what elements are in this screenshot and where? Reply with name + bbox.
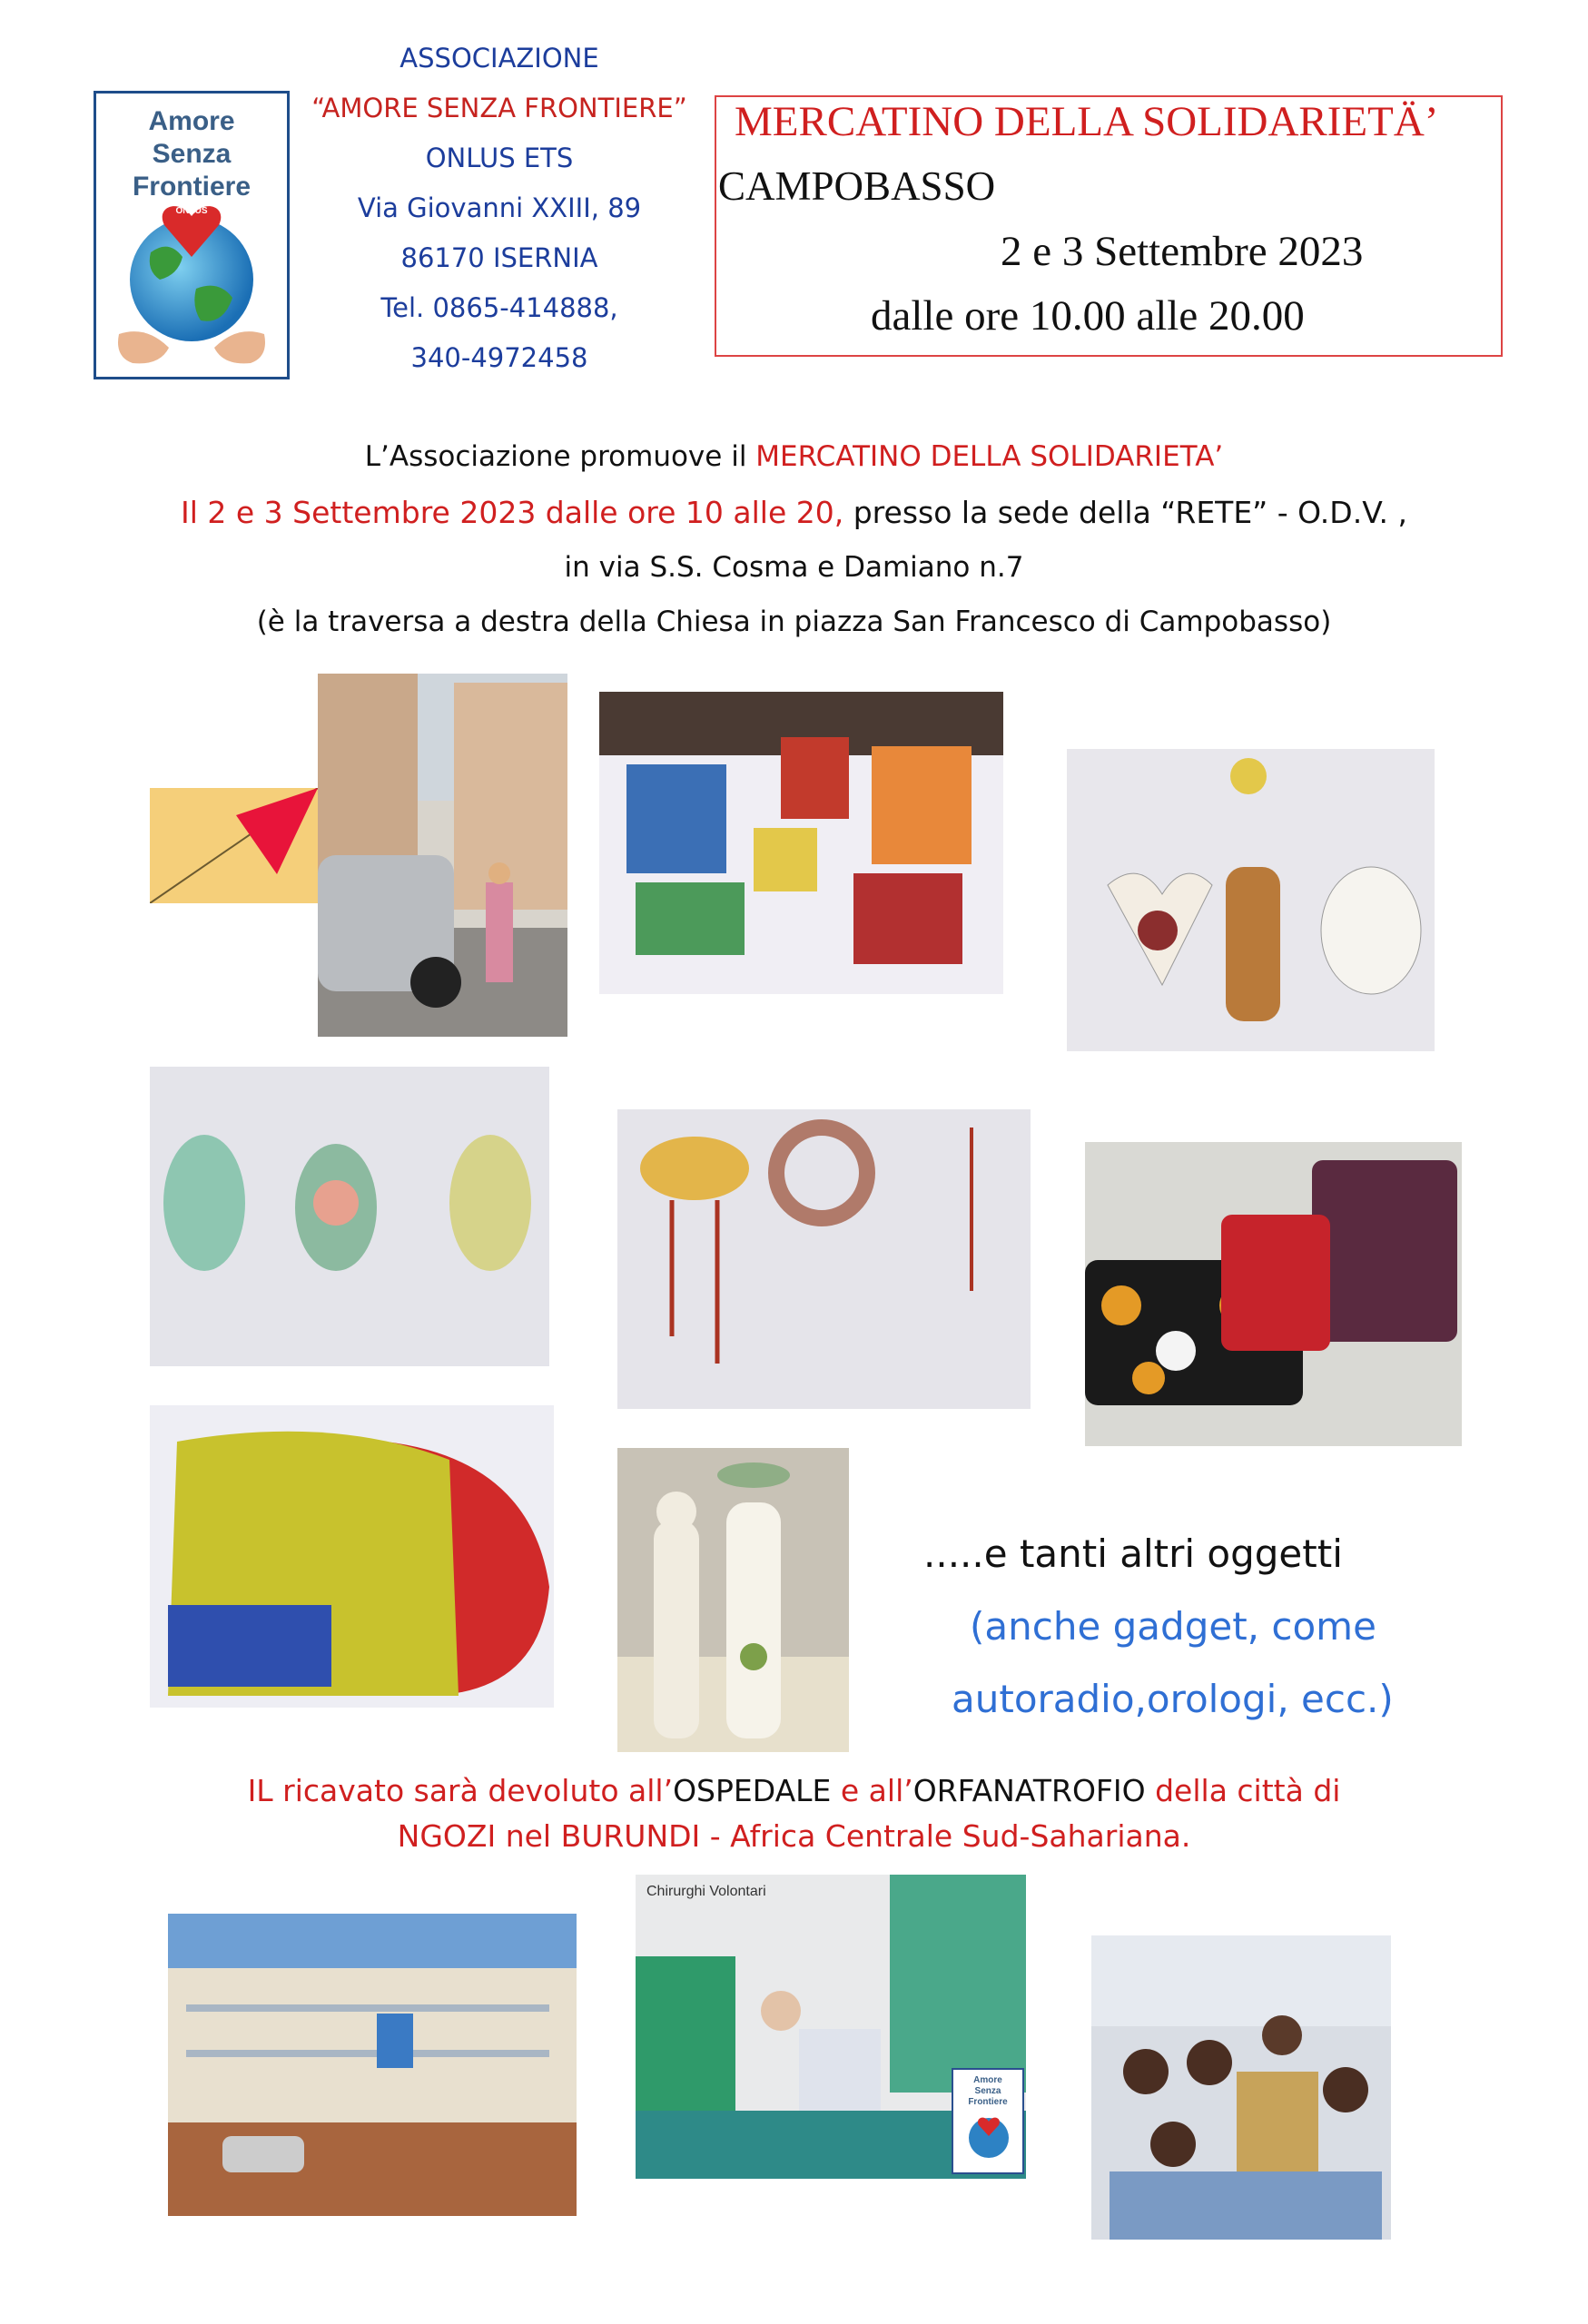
event-hours: dalle ore 10.00 alle 20.00 [871, 292, 1305, 340]
globe-hands-icon [105, 189, 278, 375]
logo-line-1: Amore [148, 106, 235, 136]
assoc-city: 86170 ISERNIA [400, 242, 598, 273]
assoc-name: “AMORE SENZA FRONTIERE” [311, 93, 687, 123]
other-items-line-3: autoradio,orologi, ecc.) [952, 1677, 1394, 1721]
mini-logo-line-3: Frontiere [968, 2097, 1008, 2107]
photo-children [1091, 1935, 1391, 2240]
assoc-phone: Tel. 0865-414888, [380, 292, 618, 323]
event-title: MERCATINO DELLA SOLIDARIETÄ’ [735, 98, 1439, 145]
mini-logo-line-2: Senza [974, 2086, 1001, 2096]
association-logo [94, 91, 290, 379]
intro-line-4: (è la traversa a destra della Chiesa in piazza San Francesco di Campobasso) [256, 606, 1332, 638]
photo-ceramics-1 [1067, 749, 1435, 1051]
assoc-status: ONLUS ETS [425, 143, 574, 173]
photo-ceramics-2 [617, 1109, 1031, 1409]
intro-line-1 [0, 440, 1588, 473]
assoc-mobile: 340-4972458 [410, 342, 588, 373]
assoc-address: Via Giovanni XXIII, 89 [357, 192, 642, 223]
proceeds-hospital: OSPEDALE [673, 1773, 832, 1808]
mini-globe-icon [964, 2111, 1026, 2179]
proceeds-line-2: NGOZI nel BURUNDI - Africa Centrale Sud-Sahariana. [397, 1818, 1191, 1854]
intro-line-1-highlight: MERCATINO DELLA SOLIDARIETA’ [755, 440, 1224, 473]
mini-logo-line-1: Amore [973, 2075, 1002, 2085]
logo-line-3: Frontiere [132, 172, 252, 202]
photo-caption: Chirurghi Volontari [646, 1884, 766, 1899]
assoc-label: ASSOCIAZIONE [399, 43, 599, 74]
photo-owls [150, 1067, 549, 1366]
proceeds-orphanage: ORFANATROFIO [912, 1773, 1146, 1808]
photo-cloth [150, 1405, 554, 1708]
photo-purses [1085, 1142, 1462, 1446]
event-dates: 2 e 3 Settembre 2023 [1001, 228, 1364, 275]
intro-dates-highlight: Il 2 e 3 Settembre 2023 dalle ore 10 alle 20, [181, 495, 844, 530]
logo-small-text: ONLUS [175, 206, 208, 216]
photo-street [318, 674, 567, 1037]
mini-logo [952, 2068, 1024, 2174]
intro-line-3: in via S.S. Cosma e Damiano n.7 [564, 551, 1024, 584]
event-city: CAMPOBASSO [718, 163, 996, 209]
logo-line-2: Senza [152, 139, 232, 169]
photo-surgeons [636, 1875, 1026, 2179]
other-items-line-2: (anche gadget, come [970, 1604, 1376, 1649]
envelope-icon [150, 788, 318, 903]
proceeds-part-3: della città di [1145, 1773, 1341, 1808]
proceeds-part-1: IL ricavato sarà devoluto all’ [247, 1773, 674, 1808]
photo-hospital [168, 1914, 577, 2216]
intro-venue: presso la sede della “RETE” - O.D.V. , [843, 495, 1407, 530]
intro-line-1-prefix: L’Associazione promuove il [364, 440, 756, 473]
intro-line-2 [0, 495, 1588, 530]
photo-figurines [617, 1448, 849, 1752]
proceeds-line-1 [0, 1773, 1588, 1808]
event-title-box [715, 95, 1503, 357]
other-items-line-1: .....e tanti altri oggetti [923, 1531, 1343, 1576]
photo-bags [599, 692, 1003, 994]
proceeds-part-2: e all’ [831, 1773, 913, 1808]
